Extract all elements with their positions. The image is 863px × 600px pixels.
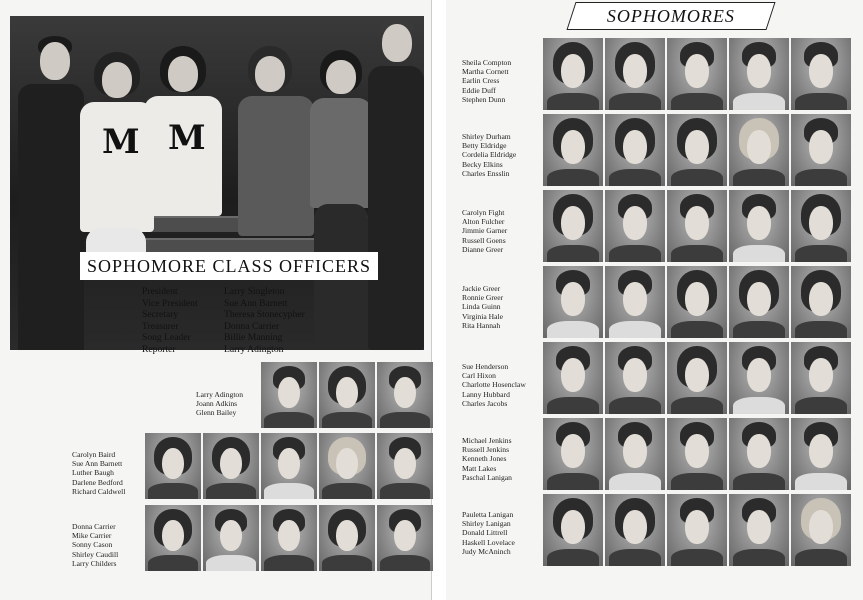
student-portrait-photo xyxy=(377,433,433,499)
officer-title: Secretary xyxy=(142,309,179,320)
student-name: Shirley Caudill xyxy=(72,549,119,559)
student-name: Donna Carrier xyxy=(72,522,116,531)
student-portrait-photo xyxy=(605,418,665,490)
student-name: Charles Jacobs xyxy=(462,398,508,408)
student-name: Jackie Greer xyxy=(462,284,501,293)
student-portrait-photo xyxy=(203,433,259,499)
name-list-group xyxy=(462,362,526,408)
student-portrait-photo xyxy=(543,342,603,414)
student-name: Becky Elkins xyxy=(462,159,503,169)
student-portrait-photo xyxy=(667,342,727,414)
student-portrait-photo xyxy=(791,38,851,110)
student-portrait-photo xyxy=(729,494,789,566)
student-name: Rita Hannah xyxy=(462,320,501,330)
student-name: Carl Hixon xyxy=(462,371,496,381)
student-name: Russell Goens xyxy=(462,235,506,245)
student-name: Sonny Cason xyxy=(72,540,113,550)
student-portrait-photo xyxy=(261,433,317,499)
name-list-group xyxy=(72,450,125,496)
student-name: Ronnie Greer xyxy=(462,293,504,303)
name-list-group xyxy=(462,510,515,556)
student-name: Sheila Compton xyxy=(462,58,512,67)
student-portrait-photo xyxy=(319,433,375,499)
officer-name: Theresa Stonecypher xyxy=(224,309,305,320)
student-name: Donald Littrell xyxy=(462,528,508,538)
student-name: Alton Fulcher xyxy=(462,217,505,227)
student-name: Charlotte Hosenclaw xyxy=(462,380,526,390)
student-portrait-photo xyxy=(729,418,789,490)
officer-title: Treasurer xyxy=(142,320,179,332)
student-name: Darlene Bedford xyxy=(72,477,123,487)
student-name: Larry Childers xyxy=(72,558,117,568)
student-portrait-photo xyxy=(605,190,665,262)
student-name: Shirley Durham xyxy=(462,132,511,141)
student-portrait-photo xyxy=(791,418,851,490)
student-name: Glenn Bailey xyxy=(196,408,237,418)
student-name: Dianne Greer xyxy=(462,244,504,254)
student-name: Richard Caldwell xyxy=(72,486,126,496)
student-name: Haskell Lovelace xyxy=(462,537,515,547)
student-name: Virginia Hale xyxy=(462,311,503,321)
officer-title: Song Leader xyxy=(142,332,191,343)
student-portrait-photo xyxy=(543,38,603,110)
student-portrait-photo xyxy=(667,494,727,566)
student-portrait-photo xyxy=(791,342,851,414)
student-portrait-photo xyxy=(729,190,789,262)
name-list-group xyxy=(462,284,503,330)
student-portrait-photo xyxy=(377,505,433,571)
student-portrait-photo xyxy=(543,494,603,566)
officers-list xyxy=(142,286,422,355)
student-name: Eddie Duff xyxy=(462,85,496,95)
student-name: Pauletta Lanigan xyxy=(462,510,514,519)
student-portrait-photo xyxy=(261,505,317,571)
officer-figure: M xyxy=(80,52,156,350)
student-name: Russell Jenkins xyxy=(462,445,510,455)
student-name: Lanny Hubbard xyxy=(462,389,510,399)
student-portrait-photo xyxy=(791,190,851,262)
name-list-group xyxy=(196,390,243,418)
student-name: Betty Eldridge xyxy=(462,141,507,151)
student-portrait-photo xyxy=(145,505,201,571)
officer-name: Billie Manning xyxy=(224,332,283,343)
student-name: Linda Guinn xyxy=(462,302,501,312)
student-portrait-photo xyxy=(791,494,851,566)
student-name: Sue Ann Barnett xyxy=(72,459,123,469)
student-portrait-photo xyxy=(543,266,603,338)
student-portrait-photo xyxy=(543,114,603,186)
student-name: Charles Ensslin xyxy=(462,168,510,178)
student-portrait-photo xyxy=(667,38,727,110)
student-portrait-photo xyxy=(605,114,665,186)
student-portrait-photo xyxy=(667,266,727,338)
student-portrait-photo xyxy=(319,505,375,571)
student-name: Carolyn Fight xyxy=(462,208,505,217)
student-portrait-photo xyxy=(729,266,789,338)
student-portrait-photo xyxy=(605,38,665,110)
officer-name: Larry Singleton xyxy=(224,286,285,297)
student-name: Judy McAninch xyxy=(462,546,511,556)
student-portrait-photo xyxy=(145,433,201,499)
student-portrait-photo xyxy=(605,342,665,414)
student-name: Joann Adkins xyxy=(196,399,238,409)
name-list-group xyxy=(462,132,516,178)
student-portrait-photo xyxy=(667,418,727,490)
student-portrait-photo xyxy=(667,190,727,262)
student-portrait-photo xyxy=(667,114,727,186)
student-portrait-photo xyxy=(377,362,433,428)
student-portrait-photo xyxy=(203,505,259,571)
officer-name: Sue Ann Barnett xyxy=(224,297,288,309)
officer-figure: M xyxy=(144,46,224,286)
student-name: Paschal Lanigan xyxy=(462,472,512,482)
student-name: Kenneth Jones xyxy=(462,454,507,464)
student-portrait-photo xyxy=(729,342,789,414)
sophomores-title-banner xyxy=(566,2,775,30)
officer-name: Larry Adington xyxy=(224,343,284,355)
name-list-group xyxy=(72,522,118,568)
student-portrait-photo xyxy=(729,38,789,110)
student-name: Luther Baugh xyxy=(72,468,114,478)
student-portrait-photo xyxy=(543,418,603,490)
officer-title: Reporter xyxy=(142,343,176,355)
student-portrait-photo xyxy=(319,362,375,428)
officer-title: President xyxy=(142,286,178,297)
student-name: Sue Henderson xyxy=(462,362,509,371)
student-name: Earlin Cress xyxy=(462,76,500,86)
student-name: Jimmie Garner xyxy=(462,226,508,236)
student-portrait-photo xyxy=(543,190,603,262)
officer-title: Vice President xyxy=(142,297,198,309)
officers-banner: SOPHOMORE CLASS OFFICERS xyxy=(80,252,378,280)
student-portrait-photo xyxy=(729,114,789,186)
student-name: Matt Lakes xyxy=(462,463,497,473)
student-portrait-photo xyxy=(791,266,851,338)
student-portrait-photo xyxy=(605,266,665,338)
student-portrait-photo xyxy=(791,114,851,186)
student-name: Mike Carrier xyxy=(72,531,112,541)
student-portrait-photo xyxy=(605,494,665,566)
student-name: Martha Cornett xyxy=(462,67,509,77)
student-name: Shirley Lanigan xyxy=(462,519,511,529)
student-name: Cordelia Eldridge xyxy=(462,150,517,160)
name-list-group xyxy=(462,436,512,482)
student-name: Carolyn Baird xyxy=(72,450,116,459)
officer-figure xyxy=(16,36,86,350)
student-portrait-photo xyxy=(261,362,317,428)
student-name: Stephen Dunn xyxy=(462,94,506,104)
right-page xyxy=(446,0,863,600)
sophomores-title: SOPHOMORES xyxy=(607,5,735,26)
student-name: Larry Adington xyxy=(196,390,244,399)
student-name: Michael Jenkins xyxy=(462,436,512,445)
name-list-group xyxy=(462,208,507,254)
officer-name: Donna Carrier xyxy=(224,320,280,332)
name-list-group xyxy=(462,58,511,104)
